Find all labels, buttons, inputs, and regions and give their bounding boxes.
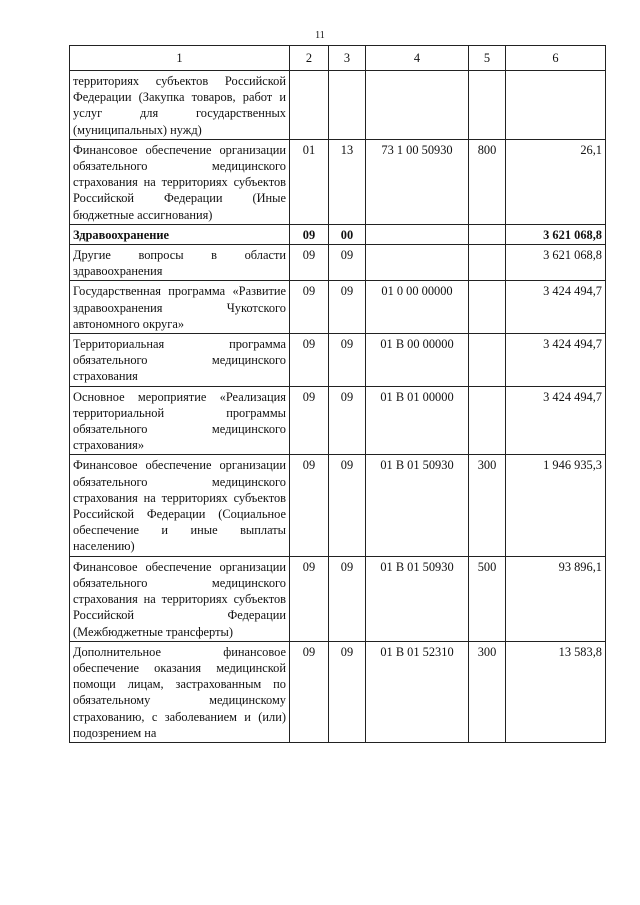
table-row <box>70 245 606 281</box>
section-code-cell: 09 <box>290 641 329 742</box>
table-row <box>70 455 606 556</box>
expense-type-cell <box>469 281 506 334</box>
column-header: 2 <box>290 46 329 71</box>
amount-cell: 26,1 <box>506 139 606 224</box>
amount-cell: 3 424 494,7 <box>506 281 606 334</box>
section-code-cell: 09 <box>290 334 329 387</box>
row-name-cell: Финансовое обеспечение организации обязательного медицинского страхования на территориях субъектов Российской Федерации (Межбюджетные трансферты) <box>70 556 290 641</box>
expense-type-cell <box>469 224 506 244</box>
row-name-cell: Дополнительное финансовое обеспечение оказания медицинской помощи лицам, застрахованным по обязательному медицинскому страхованию, с заболеванием и (или) подозрением на <box>70 641 290 742</box>
budget-table <box>69 45 606 743</box>
amount-cell: 13 583,8 <box>506 641 606 742</box>
target-article-cell <box>366 71 469 140</box>
row-name-cell: Финансовое обеспечение организации обязательного медицинского страхования на территориях субъектов Российской Федерации (Социальное обеспечение и иные выплаты населению) <box>70 455 290 556</box>
table-row <box>70 386 606 455</box>
subsection-code-cell <box>329 71 366 140</box>
section-code-cell: 09 <box>290 224 329 244</box>
amount-cell: 3 621 068,8 <box>506 224 606 244</box>
column-header: 1 <box>70 46 290 71</box>
section-code-cell: 09 <box>290 281 329 334</box>
subsection-code-cell: 13 <box>329 139 366 224</box>
section-code-cell: 09 <box>290 386 329 455</box>
column-header: 4 <box>366 46 469 71</box>
column-header: 6 <box>506 46 606 71</box>
subsection-code-cell: 09 <box>329 556 366 641</box>
subsection-code-cell: 00 <box>329 224 366 244</box>
section-code-cell: 01 <box>290 139 329 224</box>
row-name-cell: Государственная программа «Развитие здравоохранения Чукотского автономного округа» <box>70 281 290 334</box>
page-number: 11 <box>315 30 325 41</box>
subsection-code-cell: 09 <box>329 455 366 556</box>
target-article-cell <box>366 245 469 281</box>
subsection-code-cell: 09 <box>329 386 366 455</box>
row-name-cell: Территориальная программа обязательного медицинского страхования <box>70 334 290 387</box>
expense-type-cell <box>469 245 506 281</box>
expense-type-cell: 500 <box>469 556 506 641</box>
expense-type-cell <box>469 71 506 140</box>
row-name-cell: Здравоохранение <box>70 224 290 244</box>
table-row <box>70 556 606 641</box>
target-article-cell: 73 1 00 50930 <box>366 139 469 224</box>
amount-cell <box>506 71 606 140</box>
row-name-cell: Финансовое обеспечение организации обязательного медицинского страхования на территориях субъектов Российской Федерации (Иные бюджетные ассигнования) <box>70 139 290 224</box>
amount-cell: 3 424 494,7 <box>506 334 606 387</box>
table-row <box>70 641 606 742</box>
table-row <box>70 224 606 244</box>
section-code-cell: 09 <box>290 455 329 556</box>
target-article-cell <box>366 224 469 244</box>
expense-type-cell: 300 <box>469 641 506 742</box>
expense-type-cell: 800 <box>469 139 506 224</box>
table-row <box>70 71 606 140</box>
expense-type-cell <box>469 386 506 455</box>
column-header: 5 <box>469 46 506 71</box>
subsection-code-cell: 09 <box>329 334 366 387</box>
target-article-cell: 01 В 01 00000 <box>366 386 469 455</box>
expense-type-cell <box>469 334 506 387</box>
section-code-cell: 09 <box>290 556 329 641</box>
table-row <box>70 281 606 334</box>
target-article-cell: 01 В 01 50930 <box>366 455 469 556</box>
amount-cell: 1 946 935,3 <box>506 455 606 556</box>
amount-cell: 3 621 068,8 <box>506 245 606 281</box>
row-name-cell: территориях субъектов Российской Федерации (Закупка товаров, работ и услуг для государственных (муниципальных) нужд) <box>70 71 290 140</box>
target-article-cell: 01 В 00 00000 <box>366 334 469 387</box>
header-row <box>70 46 606 71</box>
section-code-cell: 09 <box>290 245 329 281</box>
row-name-cell: Другие вопросы в области здравоохранения <box>70 245 290 281</box>
row-name-cell: Основное мероприятие «Реализация территориальной программы обязательного медицинского страхования» <box>70 386 290 455</box>
target-article-cell: 01 В 01 50930 <box>366 556 469 641</box>
table-row <box>70 139 606 224</box>
subsection-code-cell: 09 <box>329 281 366 334</box>
subsection-code-cell: 09 <box>329 641 366 742</box>
target-article-cell: 01 0 00 00000 <box>366 281 469 334</box>
subsection-code-cell: 09 <box>329 245 366 281</box>
amount-cell: 93 896,1 <box>506 556 606 641</box>
target-article-cell: 01 В 01 52310 <box>366 641 469 742</box>
amount-cell: 3 424 494,7 <box>506 386 606 455</box>
table-row <box>70 334 606 387</box>
section-code-cell <box>290 71 329 140</box>
expense-type-cell: 300 <box>469 455 506 556</box>
column-header: 3 <box>329 46 366 71</box>
table-body <box>70 71 606 743</box>
